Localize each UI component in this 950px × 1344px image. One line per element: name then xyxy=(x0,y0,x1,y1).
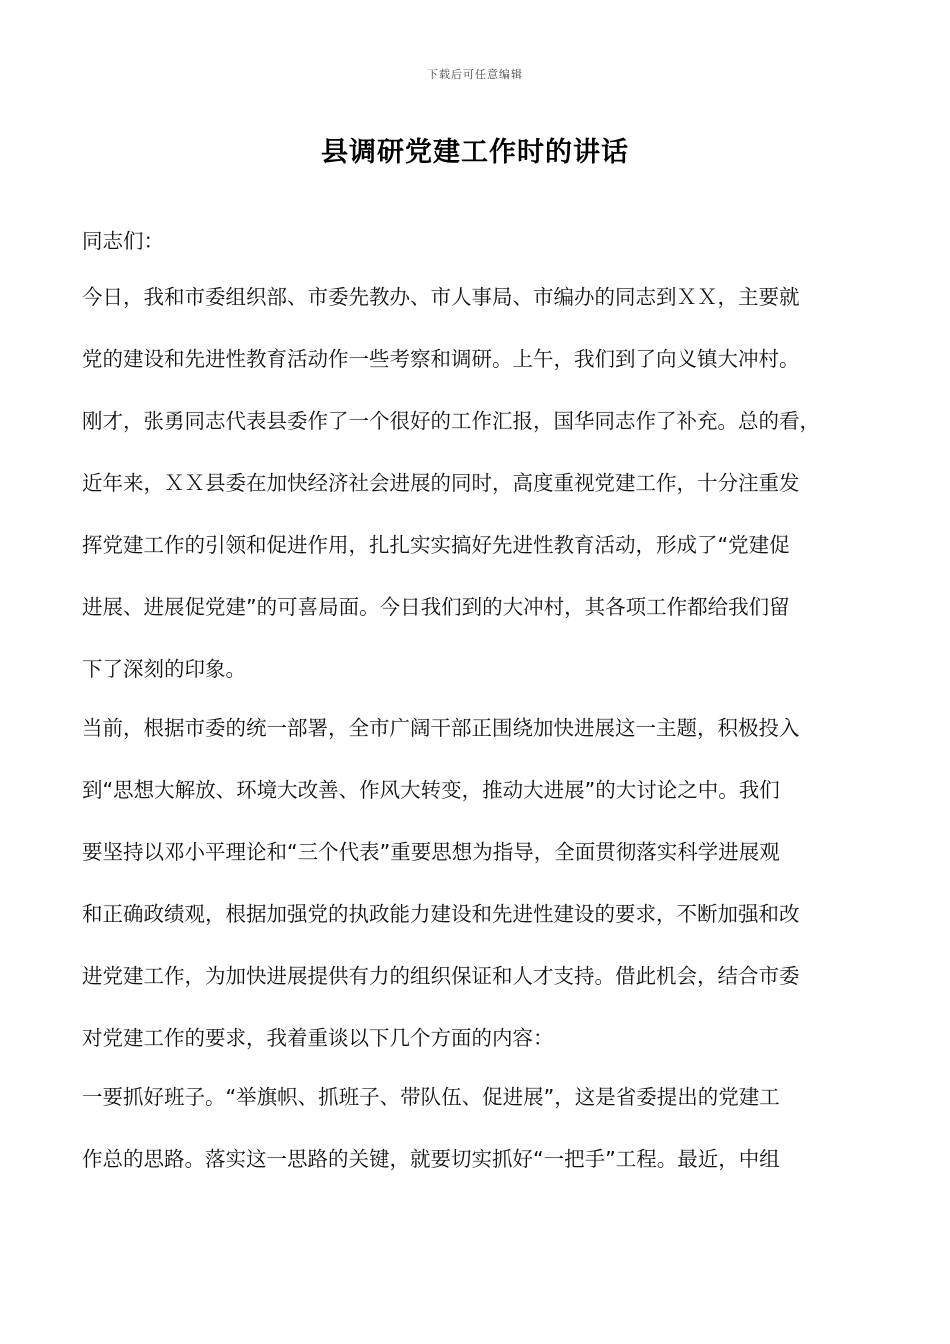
text-line: 刚才，张勇同志代表县委作了一个很好的工作汇报，国华同志作了补充。总的看， xyxy=(82,409,820,433)
text-line: 党的建设和先进性教育活动作一些考察和调研。上午，我们到了向义镇大冲村。 xyxy=(82,347,800,371)
text-line: 挥党建工作的引领和促进作用，扎扎实实搞好先进性教育活动，形成了“党建促 xyxy=(82,533,790,557)
text-line: 当前，根据市委的统一部署，全市广阔干部正围绕加快进展这一主题，积极投入 xyxy=(82,716,800,740)
text-line: 同志们： xyxy=(82,229,164,253)
text-line: 进展、进展促党建”的可喜局面。今日我们到的大冲村，其各项工作都给我们留 xyxy=(82,595,790,619)
text-line: 要坚持以邓小平理论和“三个代表”重要思想为指导，全面贯彻落实科学进展观 xyxy=(82,840,780,864)
text-line: 今日，我和市委组织部、市委先教办、市人事局、市编办的同志到ＸＸ，主要就 xyxy=(82,285,800,309)
text-line: 近年来，ＸＸ县委在加快经济社会进展的同时，高度重视党建工作，十分注重发 xyxy=(82,471,800,495)
text-line: 到“思想大解放、环境大改善、作风大转变，推动大进展”的大讨论之中。我们 xyxy=(82,778,780,802)
text-line: 和正确政绩观，根据加强党的执政能力建设和先进性建设的要求，不断加强和改 xyxy=(82,902,800,926)
text-line: 下了深刻的印象。 xyxy=(82,657,246,681)
document-title: 县调研党建工作时的讲话 xyxy=(321,137,629,168)
text-line: 作总的思路。落实这一思路的关键，就要切实抓好“一把手”工程。最近，中组 xyxy=(82,1147,780,1171)
header-note: 下载后可任意编辑 xyxy=(427,68,523,81)
text-line: 一要抓好班子。“举旗帜、抓班子、带队伍、促进展”，这是省委提出的党建工 xyxy=(82,1085,780,1109)
text-line: 进党建工作，为加快进展提供有力的组织保证和人才支持。借此机会，结合市委 xyxy=(82,964,800,988)
text-line: 对党建工作的要求，我着重谈以下几个方面的内容： xyxy=(82,1026,554,1050)
